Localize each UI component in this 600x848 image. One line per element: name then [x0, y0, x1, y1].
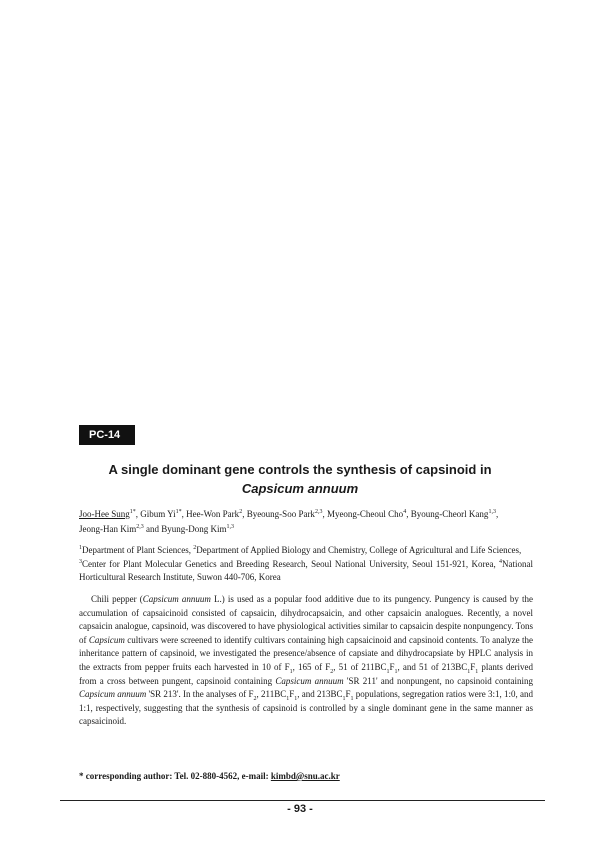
abstract-text: Chili pepper ( [91, 594, 143, 604]
author-affiliation-mark: 1,3 [488, 509, 496, 515]
title-line-2: Capsicum annuum [241, 481, 359, 496]
subscript: 1 [294, 695, 298, 702]
author-name: Gibum Yi [140, 509, 176, 519]
author-affiliation-mark: 1* [129, 509, 136, 515]
title-line-1: A single dominant gene controls the synthesis of capsinoid in [108, 462, 492, 477]
author-list: Joo-Hee Sung$^{1*}$, Gibum $Yi^{1*}$, Hee-Won Park$^2$, Byeoung-Soo Park$^{2,3}$, Myeong-Cheoul Cho$^4$, Byoung-Cheorl Kang$^{1,3}$, Jeong-Han Kim$^{2,3}$ and Byung-Dong Kim$^{1,3}$ [79, 509, 499, 534]
affiliation-text: Center for Plant Molecular Genetics and Breeding Research, Seoul National University, Seoul 151-921, Korea, [82, 558, 499, 569]
abstract-text: 'SR 211' and nonpungent, no capsinoid containing [343, 675, 534, 686]
abstract-text: 'SR 213'. In the analyses of F [146, 689, 254, 700]
subscript: 1 [475, 668, 479, 675]
subscript: 2 [253, 695, 257, 702]
abstract-text: populations, segregation ratios were 3:1, 1:0, and 1:1, respectively, suggesting that the synthesis of capsinoid is controlled by a single dominant gene in the same manner as capsaicinoid. [79, 689, 533, 727]
author-name: Byoung-Cheorl Kang [410, 509, 489, 519]
genus-name: Capsicum [88, 634, 125, 645]
author-name: Myeong-Cheoul Cho [326, 509, 404, 519]
subscript: 1 [289, 668, 293, 675]
email-link[interactable]: kimbd@snu.ac.kr [270, 771, 340, 781]
author-name: Byeoung-Soo Park [246, 509, 315, 519]
affiliation-mark: 1 [79, 545, 82, 551]
author-affiliation-mark: 2,3 [136, 524, 144, 530]
subscript: 1 [394, 668, 398, 675]
affiliation-mark: 2 [193, 545, 197, 551]
subscript: 1 [350, 695, 354, 702]
abstract-text: , 165 of F [292, 661, 331, 672]
species-name: Capsicum annuum [79, 689, 147, 700]
abstract-text: F [289, 689, 295, 700]
subscript: 1 [467, 668, 471, 675]
affiliation-text: Department of Applied Biology and Chemistry, College of Agricultural and Life Sciences, [196, 545, 522, 555]
author-affiliation-mark: 2,3 [314, 509, 323, 515]
abstract-text: L.) is used as a popular food additive due to its pungency. Pungency is caused by the accumulation of capsaicinoid consisted of capsaicin, dihydrocapsaicin, and other capsaicin analogues. Recently, a novel capsaicin analogue, capsinoid, was discovered to have physiological activities similar to capsaicin despite nonpungency. Tons of [79, 594, 533, 645]
author-name: Byung-Dong Kim [161, 524, 227, 534]
author-affiliation-mark: 1* [175, 509, 182, 515]
subscript: 2 [330, 668, 334, 675]
paper-title [60, 460, 540, 498]
subscript: 1 [286, 695, 290, 702]
author-name: Hee-Won Park [186, 509, 240, 519]
page-number: - 93 - [287, 803, 313, 815]
abstract-text: plants derived from a cross between pungent, capsinoid containing [79, 661, 533, 686]
session-tag: PC-14 [79, 425, 135, 445]
affiliation-text: National Horticultural Research Institute, Suwon 440-706, Korea [79, 558, 533, 582]
abstract-text: , and 51 of 213BC [397, 661, 468, 672]
abstract-text: F [345, 689, 351, 700]
species-name: Capsicum annuum [275, 675, 344, 686]
affiliation-mark: 3 [79, 558, 82, 565]
author-name: Jeong-Han Kim [79, 524, 137, 534]
author-affiliation-mark: 1,3 [226, 524, 234, 530]
corresponding-info: * corresponding author: Tel. 02-880-4562, e-mail: [79, 771, 271, 781]
author-affiliation-mark: 2 [239, 509, 243, 515]
abstract-text: F [470, 661, 476, 672]
abstract-text: , 51 of 211BC [333, 661, 387, 672]
abstract-text: , and 213BC [297, 689, 343, 700]
author-affiliation-mark: 4 [403, 509, 407, 515]
abstract-text: cultivars were screened to identify cultivars containing high capsaicinoid and capsinoid contents. To analyze the inheritance pattern of capsinoid, we investigated the presence/absence of capsiate and dihydrocapsiate by HPLC analysis in the extracts from pepper fruits each harvested in 10 of F [79, 634, 533, 672]
corresponding-author [79, 771, 340, 781]
abstract-body [79, 593, 533, 729]
subscript: 1 [386, 668, 390, 675]
author-name: Joo-Hee Sung [79, 509, 130, 519]
species-name: Capsicum annuum [142, 594, 211, 604]
affiliation-mark: 4 [499, 558, 502, 565]
affiliations [79, 544, 533, 585]
footer-divider [60, 800, 545, 801]
subscript: 1 [342, 695, 346, 702]
abstract-text: F [389, 661, 395, 672]
abstract-text: , 211BC [256, 689, 287, 700]
affiliation-text: Department of Plant Sciences, [82, 545, 194, 555]
